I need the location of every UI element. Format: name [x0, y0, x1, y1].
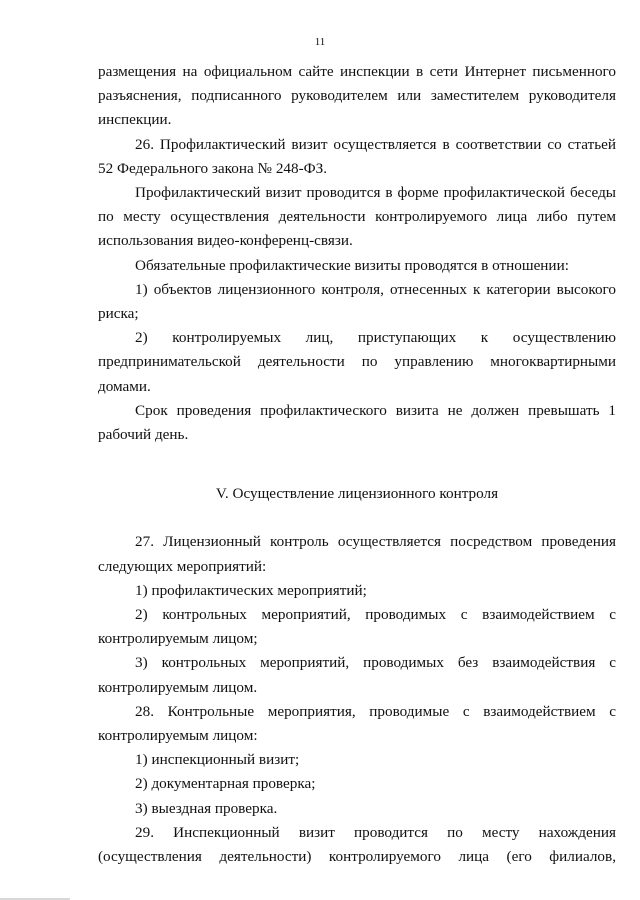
paragraph-28: 28. Контрольные мероприятия, проводимые с взаимодействием с контролируемым лицом: [98, 702, 616, 745]
paragraph: Профилактический визит проводится в форме профилактической беседы по месту осуществления деятельности контролируемого лица либо путем использования видео-конференц-связи. [98, 184, 616, 250]
paragraph: Обязательные профилактические визиты проводятся в отношении: [135, 256, 569, 274]
list-item: 1) объектов лицензионного контроля, отнесенных к категории высокого риска; [98, 280, 616, 323]
paragraph-29: 29. Инспекционный визит проводится по месту нахождения (осуществления деятельности) контролируемого лица (его филиалов, [98, 823, 616, 866]
paragraph: Срок проведения профилактического визита не должен превышать 1 рабочий день. [98, 401, 616, 444]
list-item: 1) инспекционный визит; [135, 751, 300, 769]
page-number: 11 [314, 36, 326, 48]
paragraph-27: 27. Лицензионный контроль осуществляется посредством проведения следующих мероприятий: [98, 533, 616, 575]
list-item: 2) контролируемых лиц, приступающих к осуществлению предпринимательской деятельности по управлению многоквартирными домами. [98, 329, 616, 395]
paragraph: размещения на официальном сайте инспекции в сети Интернет письменного разъяснения, подписанного руководителем или заместителем руководителя инспекции. [98, 63, 616, 129]
list-item: 3) контрольных мероприятий, проводимых без взаимодействия с контролируемым лицом. [98, 654, 616, 696]
list-item: 2) контрольных мероприятий, проводимых с взаимодействием с контролируемым лицом; [98, 606, 616, 648]
page-content [98, 60, 616, 869]
list-item: 2) документарная проверка; [135, 775, 316, 793]
paragraph-26: 26. Профилактический визит осуществляется в соответствии со статьей 52 Федерального закона № 248-ФЗ. [98, 135, 616, 177]
list-item: 1) профилактических мероприятий; [135, 581, 367, 599]
list-item: 3) выездная проверка. [135, 799, 278, 817]
section-heading: V. Осуществление лицензионного контроля [215, 485, 499, 503]
